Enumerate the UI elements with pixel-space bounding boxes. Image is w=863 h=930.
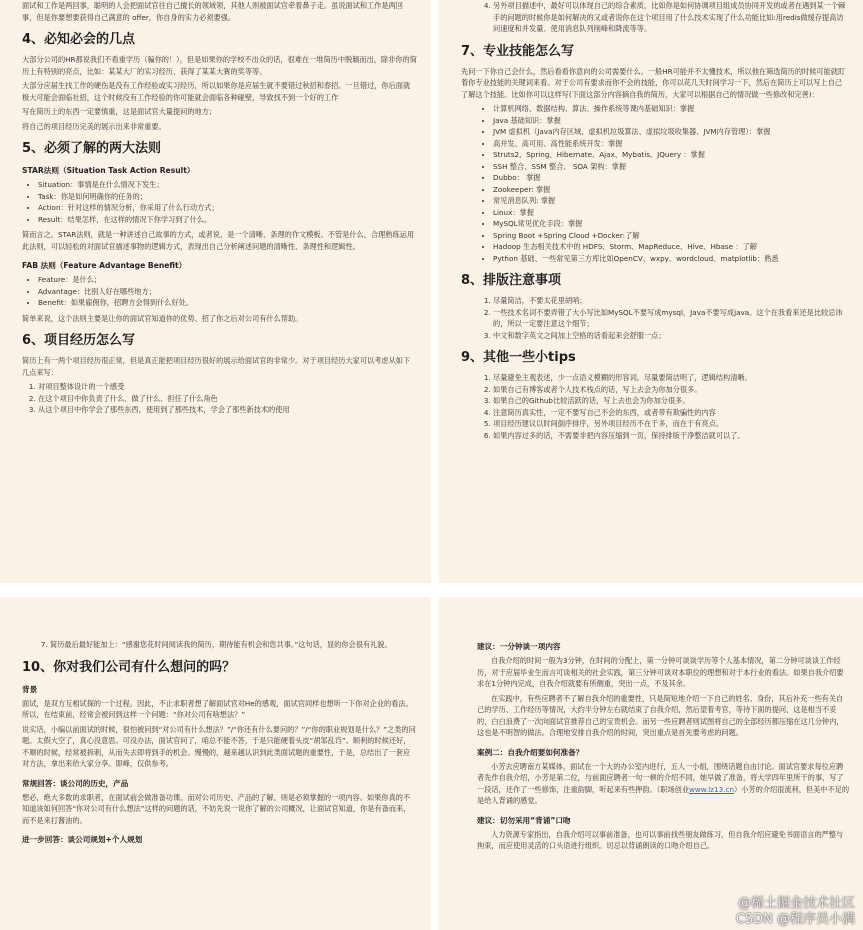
list-item: 2. 如果自己有博客或者个人技术栈点的话，写上去会为你加分很多。 (493, 384, 849, 396)
case-two-label: 案例二：自我介绍要如何准备？ (477, 747, 584, 757)
section-4-paragraph: 写在简历上的东西一定要慎重，这是面试官大量提问的地方； (22, 107, 217, 116)
star-rule-list (22, 179, 417, 225)
list-item: • Action：针对这样的情况分析，你采用了什么行动方式； (38, 202, 417, 214)
list-item: • Advantage：比别人好在哪些地方； (38, 286, 417, 298)
tip-no-recitation-label: 建议：切勿采用“背诵”口吻 (477, 815, 571, 825)
watermark-line: CSDN @程序员小满 (735, 912, 855, 927)
tip-one-minute-paragraph: 在实践中，有些应聘者不了解自我介绍的重要性，只是简短地介绍一下自己的姓名、身份，其后补充一些有关自己的学历、工作经历等情况，大约半分钟左右就结束了自我介绍，然后望着考官，等待下面的提问，这是相当不妥的，白白浪费了一次向面试官推荐自己的宝贵机会。而另一些应聘者则试图将自己的全部经历都压缩在这几分钟内，这也是不明智的做法。合理地安排自我介绍的时间，突出重点是首先要考虑的问题。 (477, 693, 844, 737)
list-item: • Python 基础、一些常见第三方库比如OpenCV、wxpy、wordcloud、matplotlib：熟悉 (493, 253, 849, 265)
list-item: • Hadoop 生态相关技术中的 HDFS、Storm、MapReduce、Hive、Hbase ：了解 (493, 241, 849, 253)
section-10-heading: 10、你对我们公司有什么想问的吗？ (22, 659, 236, 675)
fab-rule-title: FAB 法则（Feature Advantage Benefit） (22, 261, 187, 270)
section-7-heading: 7、专业技能怎么写 (461, 43, 575, 59)
section-5-heading: 5、必须了解的两大法则 (22, 141, 162, 156)
list-item: • Result：结果怎样，在这样的情况下你学习到了什么。 (38, 214, 417, 226)
list-item: • 高并发、高可用、高性能系统开发：掌握 (493, 138, 849, 150)
list-item: 3. 中文和数字英文之间加上空格的话看起来会舒服一点； (493, 330, 849, 342)
section-8-heading: 8、排版注意事项 (461, 273, 562, 288)
case-two-text: ）小芳的介绍很流利，但美中不足的是给人背诵的感觉。 (477, 784, 850, 805)
list-item: 3. 如果自己的Github比较活跃的话，写上去也会为你加分很多。 (493, 395, 849, 407)
list-item: 3. 从这个项目中你学会了那些东西，使用到了那些技术，学会了那些新技术的使用 (38, 404, 417, 416)
list-item: • Dubbo： 掌握 (493, 172, 849, 184)
tips-list-continued (22, 639, 417, 651)
list-item: • 常见消息队列: 掌握 (493, 195, 849, 207)
list-item: 1. 对项目整体设计的一个感受 (38, 381, 417, 393)
project-experience-list-continued (477, 0, 849, 35)
tip-one-minute-paragraph: 自我介绍的时间一般为3分钟，在时间的分配上，第一分钟可谈谈学历等个人基本情况，第二分钟可谈谈工作经历，对于应届毕业生而言可谈相关的社会实践，第三分钟可谈对本职位的理想和对于本行业的看法。如果自我介绍要求在1分钟内完成，自我介绍就要有所侧重，突出一点，不及其余。 (477, 656, 844, 688)
advanced-answer-label: 进一步回答：谈公司规划+个人规划 (22, 835, 143, 844)
list-item: 5. 项目经历建议以时间倒序排序，另外项目经历不在于多，而在于有亮点。 (493, 418, 849, 430)
list-item: • Feature：是什么； (38, 274, 417, 286)
regular-answer-label: 常规回答：谈公司的历史，产品 (22, 778, 129, 788)
list-item: • JVM 虚拟机（Java内存区域、虚拟机垃圾算法、虚拟垃圾收集器、JVM内存管理）：掌握 (493, 126, 849, 138)
fab-rule-description: 简单来说，这个法则主要是让你的面试官知道你的优势、招了你之后对公司有什么帮助。 (22, 313, 303, 323)
list-item: 1. 尽量避免主观表述，少一点语义模糊的形容词，尽量要简洁明了，逻辑结构清晰。 (493, 372, 849, 384)
star-rule-title: STAR法则（Situation Task Action Result） (22, 166, 195, 175)
layout-notes-list (477, 295, 849, 341)
page1-intro: 面试和工作是两回事，聪明的人会把面试官往自己擅长的领域领，其他人则被面试官牵着鼻子走。虽说面试和工作是两回事，但是你要想要获得自己满意的 offer，你自身的实力必须要强。 (22, 1, 403, 22)
star-rule-description: 简而言之，STAR法则，就是一种讲述自己故事的方式，或者说，是一个清晰、条理的作文模板。不管是什么，合理熟练运用此法则，可以轻松的对面试官描述事物的逻辑方式，表现出自己分析阐述问题的清晰性、条理性和逻辑性。 (22, 230, 415, 251)
project-experience-list (22, 381, 417, 416)
tip-one-minute-label: 建议：一分钟谈一项内容 (477, 642, 561, 651)
section-7-paragraph: 先问一下你自己会什么，然后看看你意向的公司需要什么。一般HR可能并不太懂技术，所以他在筛选简历的时候可能就盯着你专业技能的关键词来看。对于公司有要求而你不会的技能，你可以花几天时间学习一下，然后在简历上可以写上自己了解这个技能。比如你可以这样写(下面这部分内容摘自我的简历，大家可以根据自己的情况做一些修改和完善)： (461, 66, 846, 99)
watermark (736, 896, 855, 928)
background-label: 背景 (22, 684, 38, 694)
case-two-paragraph (477, 761, 849, 807)
regular-answer-paragraph: 想必，绝大多数的求职者，在面试前会做准备功课。而对公司历史、产品的了解，则是必须掌握的一项内容。如果你真的不知道该如何回答“你对公司有什么想法”这样的问题的话，不妨先说一说你了解的公司概况，让面试官知道，你是有备而来，而不是来打酱油的。 (22, 792, 411, 825)
document-page-2 (439, 0, 863, 583)
list-item: • Task：你是如何明确你的任务的； (38, 191, 417, 203)
list-item: 1. 尽量简洁，不要太花里胡哨； (493, 295, 849, 307)
list-item: • Linux：掌握 (493, 207, 849, 219)
list-item: • Struts2、Spring、Hibernate、Ajax、Mybatis、JQuery ：掌握 (493, 149, 849, 161)
fab-rule-list (22, 274, 417, 309)
list-item: 6. 如果内容过多的话，不需要非把内容压缩到一页，保持排版干净整洁就可以了。 (493, 430, 849, 442)
case-two-text: 小芳去应聘南方某媒体，面试在一个大的办公室内进行，五人一小组，围绕话题自由讨论。面试官要求每位应聘者先作自我介绍，小芳是第二位，与前面应聘者一句一顿的介绍不同，她早做了准备，将大学四年里所干的事，写了一段话，还作了一些修饰，注重韵脚，听起来有些押韵。（职场创业 (477, 761, 844, 794)
document-page-4 (439, 597, 863, 930)
list-item: • Spring Boot +Spring Cloud +Docker:了解 (493, 230, 849, 242)
list-item: 7. 简历最后最好能加上：“感谢您花时间阅读我的简历，期待能有机会和您共事。”这句话，显的你会很有礼貌。 (50, 639, 417, 651)
list-item: • 计算机网络、数据结构、算法、操作系统等课内基础知识：掌握 (493, 103, 849, 115)
document-page-1 (0, 0, 431, 583)
section-9-heading: 9、其他一些小tips (461, 350, 576, 365)
section-4-paragraph: 将自己的项目经历完美的展示出来非常重要。 (22, 121, 166, 131)
list-item: 4. 另外项目描述中，最好可以体现自己的综合素质，比如你是如何协调项目组成员协同开发的或者在遇到某一个棘手的问题的时候你是如何解决的又或者说你在这个项目用了什么技术实现了什么功能比如:用redis做缓存提高访问速度和并发量、使用消息队列削峰和降流等等。 (493, 0, 849, 35)
list-item: • Java 基础知识：掌握 (493, 115, 849, 127)
section-6-paragraph: 简历上有一两个项目经历很正常，但是真正能把项目经历很好的展示给面试官的非常少。对于项目经历大家可以考虑从如下几点来写： (22, 356, 411, 377)
section-4-paragraph: 大部分公司的HR都说我们不看重学历（骗你的！），但是如果你的学校不出众的话，很难在一堆简历中脱颖而出，除非你的简历上有特别的亮点，比如：某某大厂的实习经历、获得了某某大赛的奖等等。 (22, 55, 417, 76)
list-item: • SSH 整合、SSM 整合、 SOA 架构：掌握 (493, 161, 849, 173)
watermark-line: @稀土掘金技术社区 (737, 896, 855, 911)
list-item: 2. 一些技术名词不要弄错了大小写比如MySQL不要写成mysql，Java不要写成java。这个在我看来还是比较忌讳的，所以一定要注意这个细节； (493, 307, 849, 330)
section-6-heading: 6、项目经历怎么写 (22, 333, 136, 348)
tips-list (477, 372, 849, 441)
section-4-heading: 4、必知必会的几点 (22, 32, 136, 47)
list-item: • Benefit：如果雇佣你，招聘方会得到什么好处。 (38, 297, 417, 309)
list-item: • Situation：事情是在什么情况下发生； (38, 179, 417, 191)
section-4-paragraph: 大部分应届生找工作的硬伤是没有工作经验或实习经历，所以如果你是应届生就不要错过秋招和春招。一旦错过，你后面就极大可能会面临社招，这个时候没有工作经验的你可能就会面临各种碰壁，导致找不到一个好的工作 (22, 81, 411, 102)
document-page-3 (0, 597, 431, 930)
tip-no-recitation-paragraph: 人力资源专家指出，自我介绍可以事前准备，也可以事前找些朋友做练习，但自我介绍应避免书面语言的严整与拘束，而应使用灵活的口头语进行组织。切忌以背诵朗读的口吻介绍自己。 (477, 829, 844, 850)
list-item: 2. 在这个项目中你负责了什么、做了什么、担任了什么角色 (38, 393, 417, 405)
skills-list (477, 103, 849, 264)
list-item: • Zookeeper: 掌握 (493, 184, 849, 196)
list-item: 4. 注意简历真实性，一定不要写自己不会的东西，或者带有欺骗性的内容 (493, 407, 849, 419)
background-paragraph: 说实话，小编以前面试的时候，很怕被问到“对公司有什么想法？”/“你还有什么要问的？”/“你的职业规划是什么？”之类的问题。太假大空了，真心没意思。可没办法，面试官问了，咱总不能不答，于是只能硬着头皮“胡邹乱诌”。顺利的时候还好，不顺的时候，经常被拆刺，从而失去即将到手的机会。慢慢的，越来越认识到此类面试题的重要性，于是，总结出了一套应对方法，拿出来给大家分享。即峰，仅供参考。 (22, 724, 416, 768)
list-item: • MySQL常见优化手段：掌握 (493, 218, 849, 230)
source-link[interactable]: www.lz13.cn (689, 784, 734, 794)
background-paragraph: 面试，是双方互相试探的一个过程。因此，不止求职者想了解面试官对He的感观，面试官同样也想听一下你对企业的看法。所以，在结束前，经常会被问到这样一个问题：“你对公司有啥想法？” (22, 698, 413, 719)
